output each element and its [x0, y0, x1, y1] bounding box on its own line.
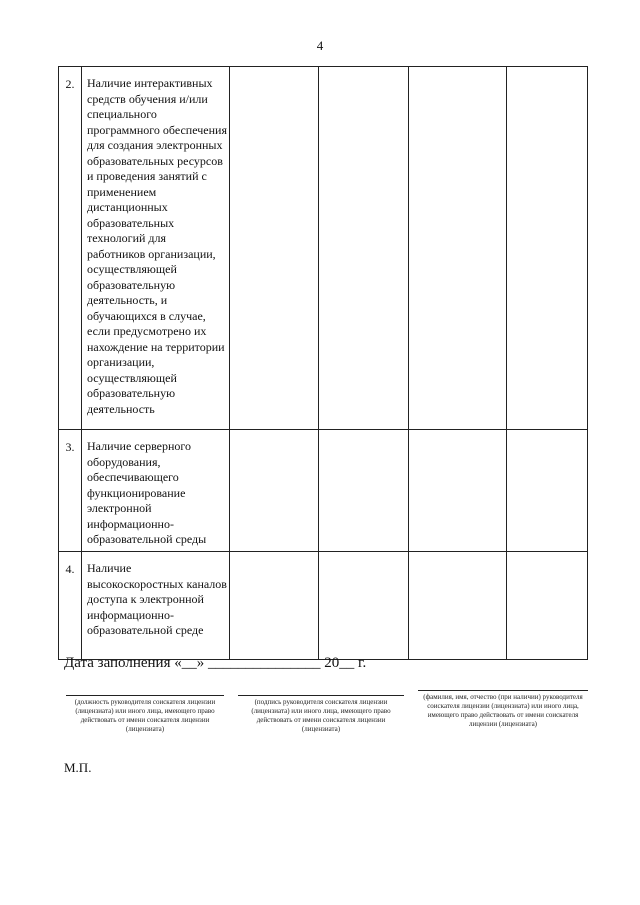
empty-cell[interactable]: [409, 552, 507, 660]
empty-cell[interactable]: [319, 552, 409, 660]
page-number: 4: [316, 38, 324, 53]
signature-block-signature: [238, 695, 404, 734]
empty-cell[interactable]: [507, 552, 588, 660]
empty-cell[interactable]: [409, 430, 507, 552]
signature-block-full-name: [418, 690, 588, 729]
row-number: 4.: [59, 552, 82, 660]
empty-cell[interactable]: [230, 67, 319, 430]
empty-cell[interactable]: [507, 430, 588, 552]
empty-cell[interactable]: [409, 67, 507, 430]
row-description: Наличие интерактивных средств обучения и/или специального программного обеспечения для создания электронных образовательных ресурсов и проведения занятий с применением дистанционных образовательных технологий для работников организации, осуществляющей образовательную деятельность, и обучающихся в случае, если предусмотрено их нахождение на территории организации, осуществляющей образовательную деятельность: [82, 67, 230, 430]
row-description: Наличие высокоскоростных каналов доступа к электронной информационно-образовательной среде: [82, 552, 230, 660]
empty-cell[interactable]: [230, 430, 319, 552]
signature-caption: (подпись руководителя соискателя лицензии (лицензиата) или иного лица, имеющего право действовать от имени соискателя лицензии (лицензиата): [251, 698, 391, 733]
equipment-table: [58, 66, 588, 660]
stamp-place: М.П.: [64, 760, 92, 775]
table-row: [59, 552, 588, 660]
empty-cell[interactable]: [319, 67, 409, 430]
empty-cell[interactable]: [230, 552, 319, 660]
row-number: 3.: [59, 430, 82, 552]
row-description: Наличие серверного оборудования, обеспечивающего функционирование электронной информационно-образовательной среды: [82, 430, 230, 552]
signature-line[interactable]: [238, 695, 404, 696]
empty-cell[interactable]: [507, 67, 588, 430]
empty-cell[interactable]: [319, 430, 409, 552]
signature-line[interactable]: [66, 695, 224, 696]
table-row: [59, 430, 588, 552]
signature-caption: (фамилия, имя, отчество (при наличии) руководителя соискателя лицензии (лицензиата) или иного лица, имеющего право действовать от имени соискателя лицензии (лицензиата): [423, 693, 583, 728]
table-row: [59, 67, 588, 430]
fill-date-line[interactable]: Дата заполнения «__» _______________ 20__ г.: [64, 655, 367, 671]
signature-line[interactable]: [418, 690, 588, 691]
row-number: 2.: [59, 67, 82, 430]
signature-caption: (должность руководителя соискателя лицензии (лицензиата) или иного лица, имеющего право действовать от имени соискателя лицензии (лицензиата): [74, 698, 216, 733]
signature-block-position: [66, 695, 224, 734]
